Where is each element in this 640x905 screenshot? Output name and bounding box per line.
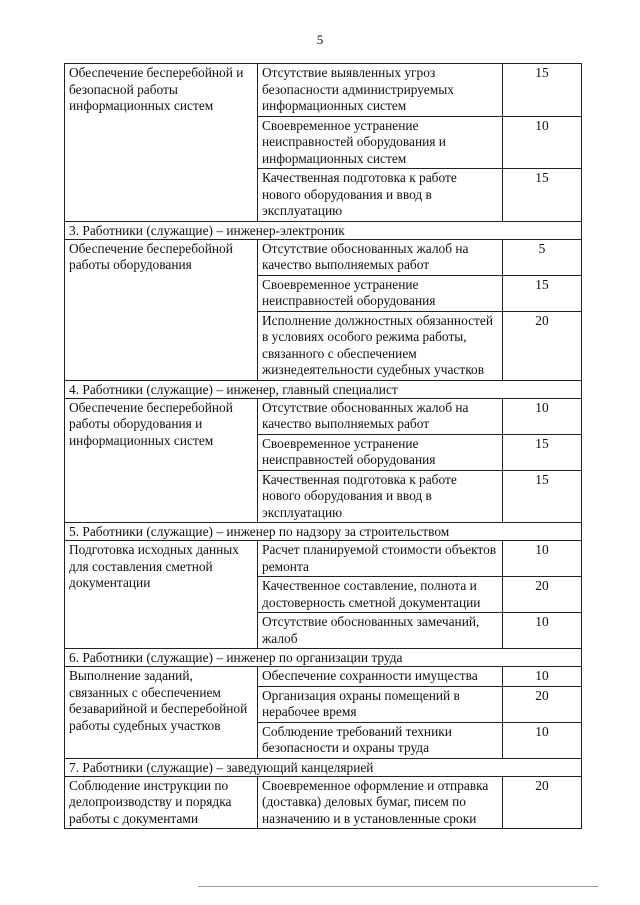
- table-row: [65, 776, 582, 829]
- criteria-table: [64, 63, 582, 829]
- score-cell: 20: [503, 776, 582, 829]
- section-header-row: [65, 380, 582, 398]
- indicator-cell: Своевременное устранение неисправностей оборудования и информационных систем: [258, 116, 503, 169]
- section-title: 6. Работники (служащие) – инженер по организации труда: [65, 649, 582, 667]
- score-cell: 20: [503, 577, 582, 613]
- indicator-cell: Своевременное устранение неисправностей оборудования: [258, 434, 503, 470]
- score-cell: 10: [503, 398, 582, 434]
- section-header-row: [65, 221, 582, 239]
- score-cell: 5: [503, 239, 582, 275]
- score-cell: 15: [503, 275, 582, 311]
- criteria-table-body: [65, 64, 582, 829]
- indicator-cell: Качественная подготовка к работе нового оборудования и ввод в эксплуатацию: [258, 169, 503, 222]
- section-header-row: [65, 758, 582, 776]
- score-cell: 15: [503, 470, 582, 523]
- indicator-cell: Соблюдение требований техники безопасности и охраны труда: [258, 722, 503, 758]
- score-cell: 10: [503, 722, 582, 758]
- table-row: [65, 64, 582, 117]
- criterion-cell: Соблюдение инструкции по делопроизводству и порядка работы с документами: [65, 776, 258, 829]
- table-row: [65, 398, 582, 434]
- section-title: 3. Работники (служащие) – инженер-электроник: [65, 221, 582, 239]
- indicator-cell: Своевременное оформление и отправка (доставка) деловых бумаг, писем по назначению и в установленные сроки: [258, 776, 503, 829]
- score-cell: 10: [503, 116, 582, 169]
- indicator-cell: Исполнение должностных обязанностей в условиях особого режима работы, связанного с обеспечением жизнедеятельности судебных участков: [258, 311, 503, 380]
- indicator-cell: Отсутствие выявленных угроз безопасности администрируемых информационных систем: [258, 64, 503, 117]
- table-row: [65, 239, 582, 275]
- score-cell: 10: [503, 613, 582, 649]
- criterion-cell: Выполнение заданий, связанных с обеспечением безаварийной и бесперебойной работы судебных участков: [65, 667, 258, 759]
- indicator-cell: Качественное составление, полнота и достоверность сметной документации: [258, 577, 503, 613]
- score-cell: 20: [503, 686, 582, 722]
- section-header-row: [65, 649, 582, 667]
- criterion-cell: Обеспечение бесперебойной и безопасной работы информационных систем: [65, 64, 258, 222]
- indicator-cell: Своевременное устранение неисправностей оборудования: [258, 275, 503, 311]
- indicator-cell: Отсутствие обоснованных замечаний, жалоб: [258, 613, 503, 649]
- indicator-cell: Расчет планируемой стоимости объектов ремонта: [258, 541, 503, 577]
- indicator-cell: Организация охраны помещений в нерабочее время: [258, 686, 503, 722]
- section-title: 5. Работники (служащие) – инженер по надзору за строительством: [65, 523, 582, 541]
- indicator-cell: Отсутствие обоснованных жалоб на качество выполняемых работ: [258, 239, 503, 275]
- page-number: 5: [316, 32, 324, 47]
- section-header-row: [65, 523, 582, 541]
- criterion-cell: Подготовка исходных данных для составления сметной документации: [65, 541, 258, 649]
- score-cell: 20: [503, 311, 582, 380]
- indicator-cell: Обеспечение сохранности имущества: [258, 667, 503, 687]
- bottom-rule: [198, 886, 598, 887]
- score-cell: 15: [503, 434, 582, 470]
- criterion-cell: Обеспечение бесперебойной работы оборудования: [65, 239, 258, 380]
- section-title: 4. Работники (служащие) – инженер, главный специалист: [65, 380, 582, 398]
- score-cell: 15: [503, 64, 582, 117]
- score-cell: 10: [503, 541, 582, 577]
- table-row: [65, 667, 582, 687]
- score-cell: 10: [503, 667, 582, 687]
- score-cell: 15: [503, 169, 582, 222]
- table-row: [65, 541, 582, 577]
- indicator-cell: Качественная подготовка к работе нового оборудования и ввод в эксплуатацию: [258, 470, 503, 523]
- section-title: 7. Работники (служащие) – заведующий канцелярией: [65, 758, 582, 776]
- criterion-cell: Обеспечение бесперебойной работы оборудования и информационных систем: [65, 398, 258, 523]
- indicator-cell: Отсутствие обоснованных жалоб на качество выполняемых работ: [258, 398, 503, 434]
